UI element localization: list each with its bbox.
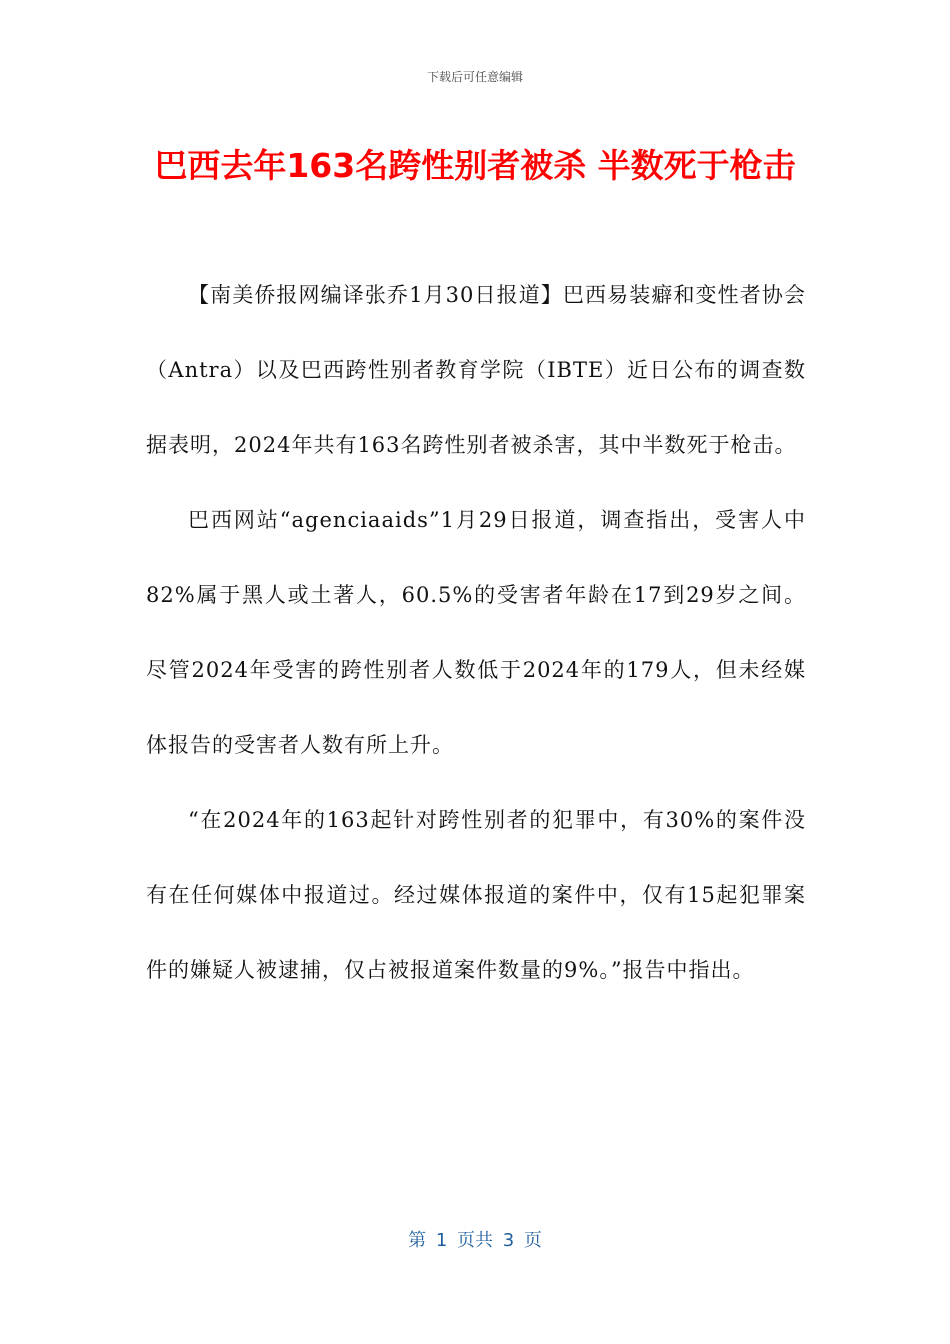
page-middle: 页共 [457, 1230, 493, 1251]
header-note: 下载后可任意编辑 [426, 70, 523, 84]
paragraph-2: 巴西网站“agenciaaids”1月29日报道，调查指出，受害人中82%属于黑人或土著人，60.5%的受害者年龄在17到29岁之间。尽管2024年受害的跨性别者人数低于2024年的179人，但未经媒体报告的受害者人数有所上升。 [146, 508, 806, 757]
article-title: 巴西去年163名跨性别者被杀 半数死于枪击 [154, 146, 796, 185]
paragraph-1: 【南美侨报网编译张乔1月30日报道】巴西易装癖和变性者协会（Antra）以及巴西跨性别者教育学院（IBTE）近日公布的调查数据表明，2024年共有163名跨性别者被杀害，其中半数死于枪击。 [146, 283, 806, 457]
page-current: 1 [435, 1230, 448, 1251]
article-body [146, 258, 806, 1008]
page-total: 3 [502, 1230, 515, 1251]
page-prefix: 第 [408, 1230, 427, 1251]
page-suffix: 页 [523, 1230, 542, 1251]
page-footer [0, 1226, 950, 1252]
paragraph-3: “在2024年的163起针对跨性别者的犯罪中，有30%的案件没有在任何媒体中报道过。经过媒体报道的案件中，仅有15起犯罪案件的嫌疑人被逮捕，仅占被报道案件数量的9%。”报告中指出。 [146, 808, 806, 982]
